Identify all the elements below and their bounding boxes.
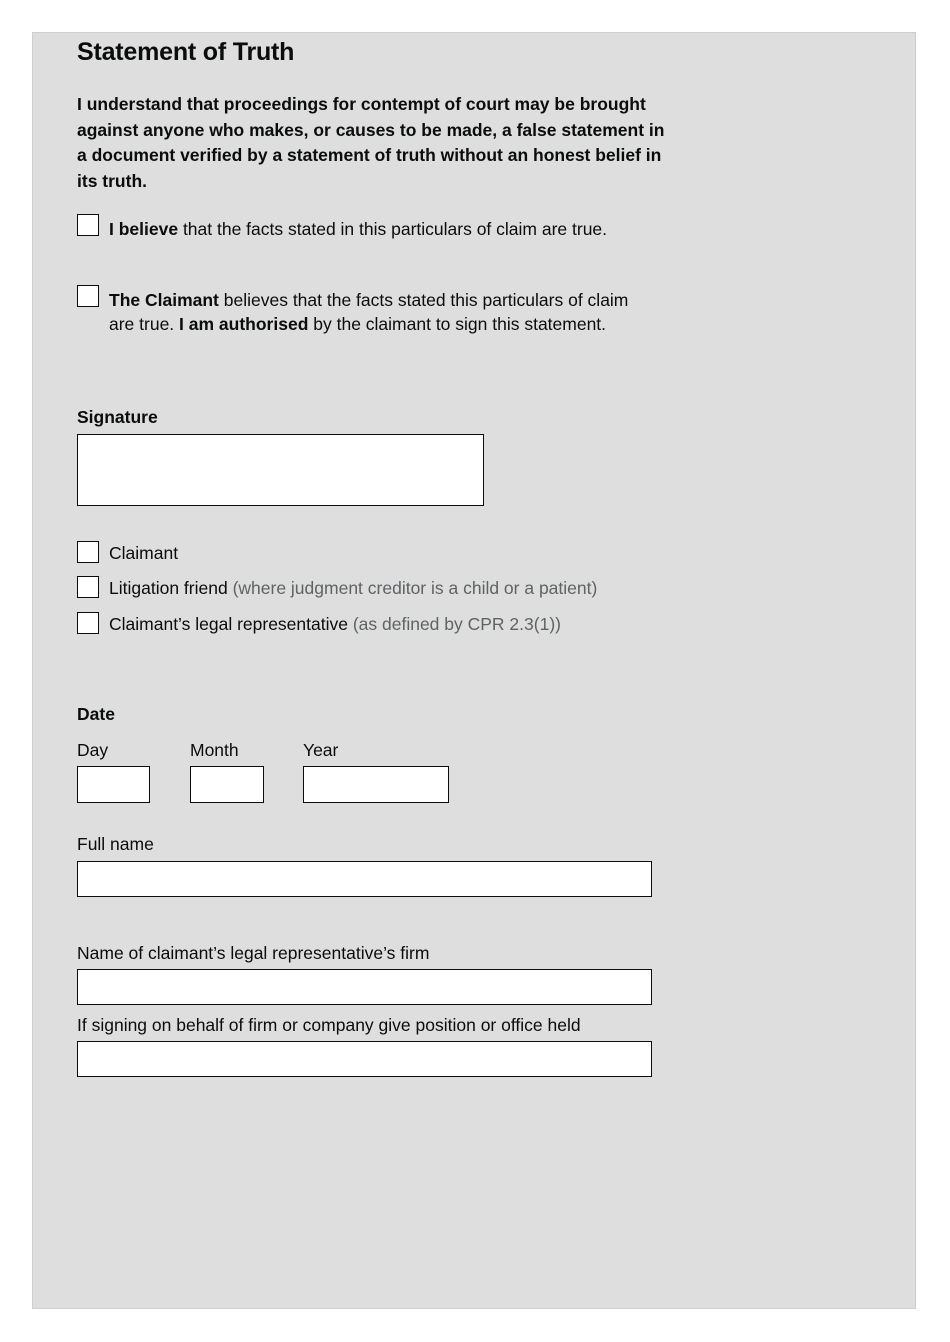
claimant-believes-label: The Claimant believes that the facts stated this particulars of claim are true. I am authorised by the claimant to sign this statement. [109,290,629,334]
page-title: Statement of Truth [77,38,295,66]
signature-label: Signature [77,407,158,427]
intro-statement: I understand that proceedings for contempt of court may be brought against anyone who makes, or causes to be made, a false statement in a document verified by a statement of truth without an honest belief in its truth. [77,94,665,191]
year-input[interactable] [303,766,449,803]
role-legal-rep-checkbox[interactable] [77,612,99,634]
full-name-label: Full name [77,834,154,854]
role-claimant-label: Claimant [109,543,179,563]
full-name-input[interactable] [77,861,652,897]
role-legal-rep-label: Claimant’s legal representative (as defined by CPR 2.3(1)) [109,614,561,634]
i-believe-checkbox[interactable] [77,214,99,236]
role-claimant-checkbox[interactable] [77,541,99,563]
year-label: Year [303,740,339,760]
firm-name-label: Name of claimant’s legal representative’s firm [77,943,430,963]
day-label: Day [77,740,109,760]
position-label: If signing on behalf of firm or company give position or office held [77,1015,581,1035]
month-label: Month [190,740,239,760]
signature-field[interactable] [77,434,484,506]
claimant-believes-checkbox[interactable] [77,285,99,307]
day-input[interactable] [77,766,150,803]
role-litigation-friend-label: Litigation friend (where judgment creditor is a child or a patient) [109,578,598,598]
firm-name-input[interactable] [77,969,652,1005]
date-label: Date [77,704,115,724]
i-believe-label: I believe that the facts stated in this particulars of claim are true. [109,219,608,239]
role-litigation-friend-checkbox[interactable] [77,576,99,598]
month-input[interactable] [190,766,264,803]
position-input[interactable] [77,1041,652,1077]
